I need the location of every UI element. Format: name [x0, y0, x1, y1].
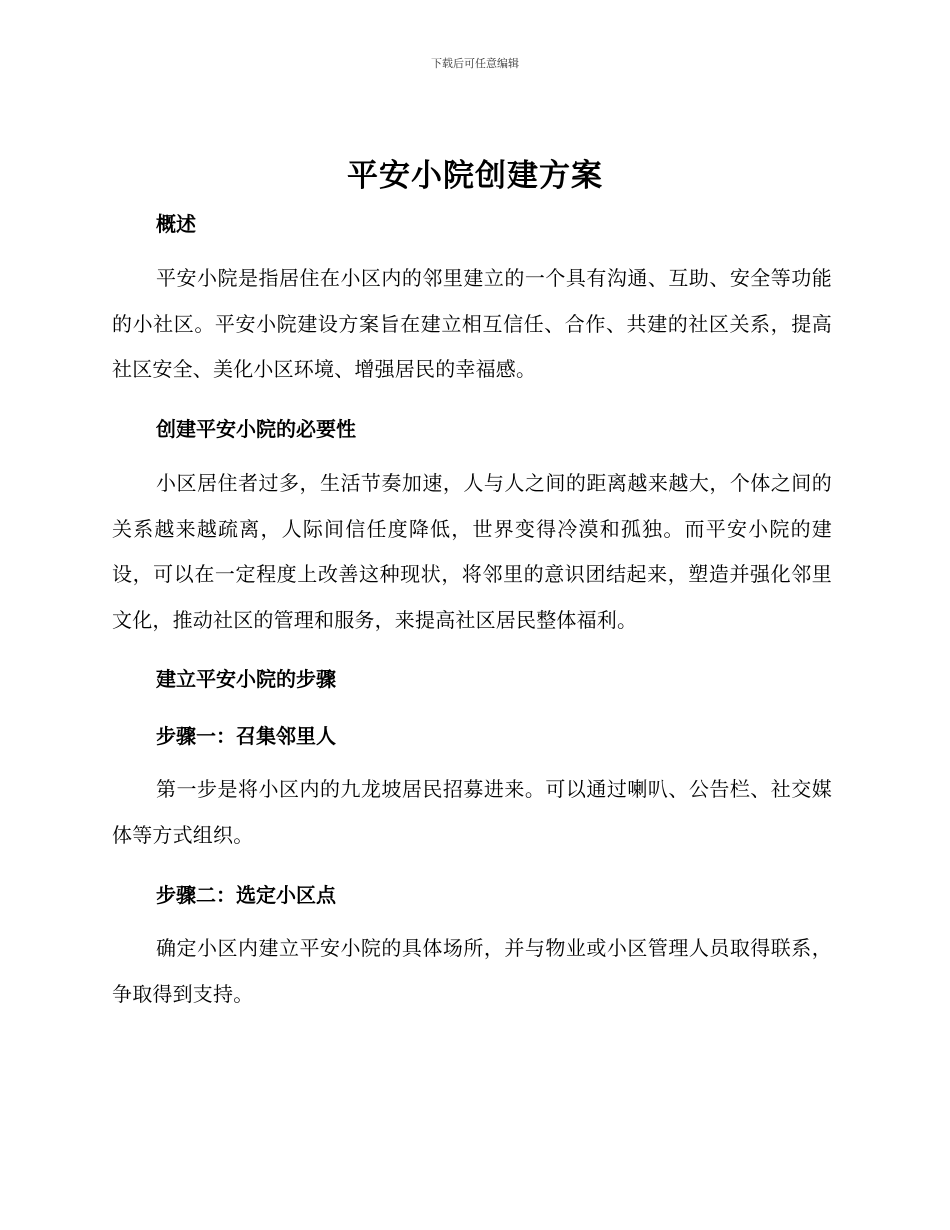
section-heading-steps: 建立平安小院的步骤 — [156, 667, 336, 691]
section-paragraph-necessity: 小区居住者过多，生活节奏加速，人与人之间的距离越来越大，个体之间的关系越来越疏离，人际间信任度降低，世界变得冷漠和孤独。而平安小院的建设，可以在一定程度上改善这种现状，将邻里的意识团结起来，塑造并强化邻里文化，推动社区的管理和服务，来提高社区居民整体福利。 — [112, 471, 832, 632]
document-title: 平安小院创建方案 — [347, 158, 603, 194]
section-heading-necessity: 创建平安小院的必要性 — [156, 417, 356, 441]
section-paragraph-step-one: 第一步是将小区内的九龙坡居民招募进来。可以通过喇叭、公告栏、社交媒体等方式组织。 — [112, 777, 832, 847]
header-note: 下载后可任意编辑 — [431, 57, 519, 70]
section-heading-overview: 概述 — [156, 212, 196, 236]
section-paragraph-overview: 平安小院是指居住在小区内的邻里建立的一个具有沟通、互助、安全等功能的小社区。平安小院建设方案旨在建立相互信任、合作、共建的社区关系，提高社区安全、美化小区环境、增强居民的幸福感。 — [112, 266, 832, 381]
section-heading-step-one: 步骤一：召集邻里人 — [156, 724, 336, 748]
section-heading-step-two: 步骤二：选定小区点 — [156, 883, 336, 907]
section-paragraph-step-two: 确定小区内建立平安小院的具体场所，并与物业或小区管理人员取得联系，争取得到支持。 — [112, 936, 832, 1006]
